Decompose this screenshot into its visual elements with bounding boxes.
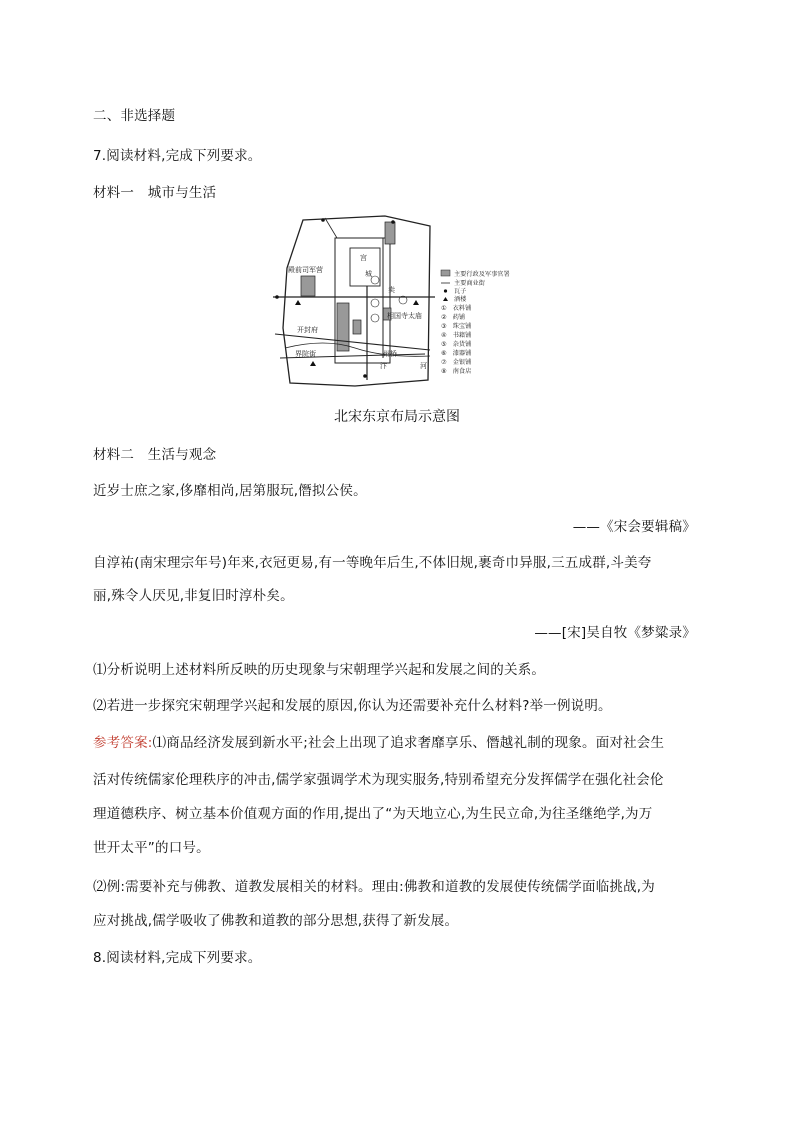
office-block [301,276,315,296]
legend-text-9: ⑥ 漆器铺 [441,350,472,357]
source-1: ——《宋会要辑稿》 [572,519,696,535]
wazi-marker [275,295,279,299]
maixing-label: 卖 [388,286,395,294]
wazi-marker [363,374,367,378]
palace-label-bottom: 城 [365,270,372,278]
legend-text-8: ⑤ 杂货铺 [441,341,472,348]
answer-2-line-1: ⑵例:需要补充与佛教、道教发展相关的材料。理由:佛教和道教的发展使传统儒学面临挑战,为 [93,879,655,895]
dongjing-layout-map [265,208,535,393]
legend-text-6: ③ 珠宝铺 [441,323,472,330]
quote-2-line-2: 丽,殊令人厌见,非复旧时淳朴矣。 [93,588,294,604]
legend-text-1: 主要商业街 [454,280,485,287]
office-block [353,320,361,334]
material-2-title: 材料二 生活与观念 [93,447,217,463]
question-8-prompt: 8.阅读材料,完成下列要求。 [93,950,262,966]
camp-label: 殿前司军营 [288,266,323,274]
section-title: 二、非选择题 [93,108,176,124]
jiulou-marker [413,300,419,305]
taimiao-label: 太庙 [408,312,422,320]
legend-text-0: 主要行政及军事官署 [454,271,510,278]
legend-text-2: 瓦子 [454,288,467,295]
material-1-title: 材料一 城市与生活 [93,185,217,201]
shop-marker [371,276,379,284]
quote-2-line-1: 自淳祐(南宋理宗年号)年来,衣冠更易,有一等晚年后生,不体旧规,裹奇巾异服,三五成群,斗美夸 [93,555,652,571]
outer-city-wall [283,216,430,386]
sub-question-1: ⑴分析说明上述材料所反映的历史现象与宋朝理学兴起和发展之间的关系。 [93,662,546,678]
river-label: 汴 [380,362,387,370]
xiangguosi-label: 相国寺 [387,312,408,320]
jieyuan-label: 界院街 [295,350,316,358]
legend-text-5: ② 药铺 [441,314,466,321]
shop-marker [371,299,379,307]
legend-text-3: 酒楼 [454,296,467,303]
question-7-prompt: 7.阅读材料,完成下列要求。 [93,148,262,164]
legend-text-4: ① 衣料铺 [441,305,472,312]
quote-1: 近岁士庶之家,侈靡相尚,居第服玩,僭拟公侯。 [93,483,367,499]
he-label: 河 [420,362,427,370]
map-legend [441,270,510,375]
answer-1-line-2: 活对传统儒家伦理秩序的冲击,儒学家强调学术为现实服务,特别希望充分发挥儒学在强化社会伦 [93,772,664,788]
shop-marker [371,314,379,322]
zhouqiao-label: 州桥 [383,350,397,358]
legend-text-10: ⑦ 金银铺 [441,359,472,366]
jiulou-marker [310,361,316,366]
answer-1-line-3: 理道德秩序、树立基本价值观方面的作用,提出了“为天地立心,为生民立命,为往圣继绝学,为万 [93,806,653,822]
source-2: ——[宋]吴自牧《梦粱录》 [534,625,696,641]
answer-1-line-1 [93,731,664,751]
office-block [385,222,395,244]
answer-1-line-1-text: ⑴商品经济发展到新水平;社会上出现了追求奢靡享乐、僭越礼制的现象。面对社会生 [152,735,665,751]
answer-label: 参考答案: [93,735,153,751]
kaifeng-label: 开封府 [297,326,318,334]
legend-text-7: ④ 书籍铺 [441,332,472,339]
answer-2-line-2: 应对挑战,儒学吸收了佛教和道教的部分思想,获得了新发展。 [93,913,459,929]
wazi-marker [321,218,325,222]
palace-label-top: 宫 [360,254,367,262]
sub-question-2: ⑵若进一步探究宋朝理学兴起和发展的原因,你认为还需要补充什么材料?举一例说明。 [93,698,612,714]
jiulou-marker [295,300,301,305]
figure-caption: 北宋东京布局示意图 [334,409,460,425]
answer-1-line-4: 世开太平”的口号。 [93,840,210,856]
wazi-marker [391,220,395,224]
canal [325,218,337,238]
legend-text-11: ⑧ 南食店 [441,368,472,375]
